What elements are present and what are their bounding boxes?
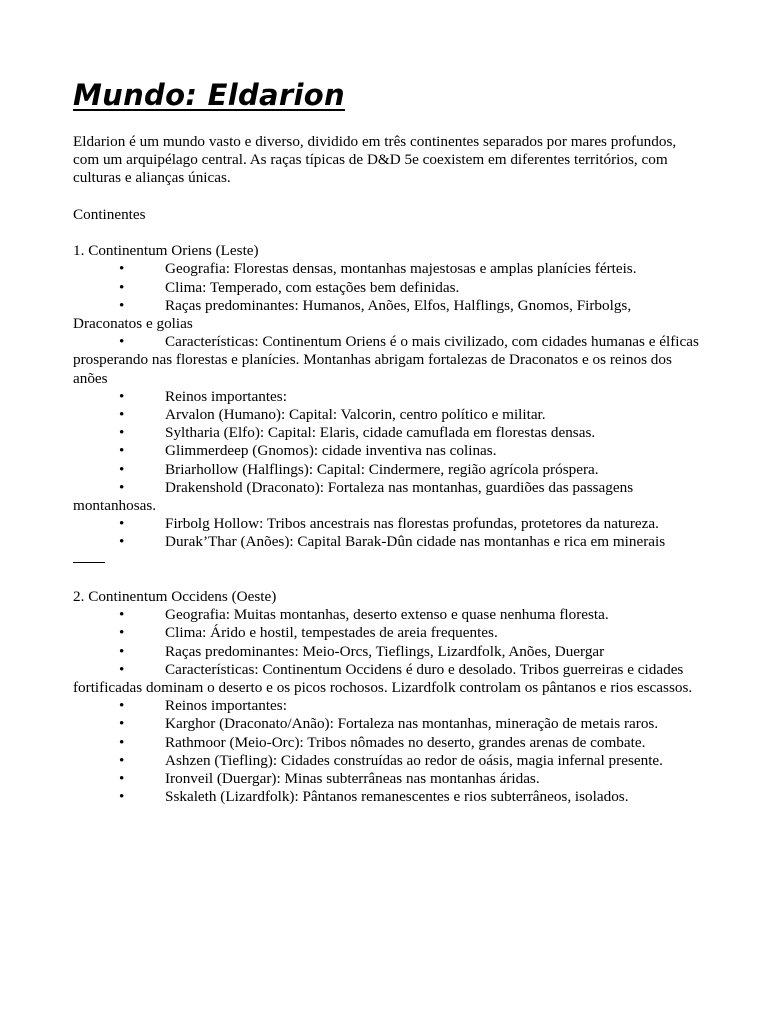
bullet-icon: • [119, 460, 125, 478]
list-item-text: Raças predominantes: Humanos, Anões, Elfos, Halflings, Gnomos, Firbolgs, Draconatos e golias [73, 296, 632, 332]
list-item [73, 461, 703, 479]
list-item [73, 770, 703, 788]
bullet-icon: • [119, 624, 125, 642]
list-item-text: Clima: Temperado, com estações bem definidas. [165, 278, 460, 296]
separator-line [73, 552, 703, 570]
bullet-icon: • [119, 642, 125, 660]
list-item-text: Raças predominantes: Meio-Orcs, Tieflings, Lizardfolk, Anões, Duergar [165, 642, 605, 660]
bullet-icon: • [119, 424, 125, 442]
list-item [73, 533, 703, 551]
list-item [73, 279, 703, 297]
list-item [73, 388, 703, 406]
list-item-text: Briarhollow (Halflings): Capital: Cindermere, região agrícola próspera. [165, 460, 599, 478]
list-item-text: Reinos importantes: [165, 387, 287, 405]
list-item [73, 442, 703, 460]
bullet-icon: • [119, 788, 125, 806]
list-item [73, 752, 703, 770]
list-item [73, 333, 703, 388]
list-item [73, 643, 703, 661]
list-item [73, 788, 703, 806]
bullet-icon: • [119, 296, 125, 314]
document-page [73, 75, 703, 806]
list-item [73, 697, 703, 715]
list-item [73, 715, 703, 733]
bullet-icon: • [119, 606, 125, 624]
spacer [73, 224, 703, 242]
bullet-icon: • [119, 660, 125, 678]
list-item [73, 734, 703, 752]
bullet-icon: • [119, 751, 125, 769]
bullet-icon: • [119, 697, 125, 715]
list-item-text: Firbolg Hollow: Tribos ancestrais nas florestas profundas, protetores da natureza. [165, 515, 659, 533]
section-heading: Continentes [73, 205, 146, 223]
list-item [73, 260, 703, 278]
continent-list [73, 606, 703, 806]
list-item [73, 661, 703, 697]
list-item-text: Syltharia (Elfo): Capital: Elaris, cidade camuflada em florestas densas. [165, 424, 596, 442]
bullet-icon: • [119, 770, 125, 788]
bullet-icon: • [119, 478, 125, 496]
list-item-text: Clima: Árido e hostil, tempestades de areia frequentes. [165, 624, 498, 642]
list-item [73, 297, 703, 333]
list-item-text: Características: Continentum Occidens é duro e desolado. Tribos guerreiras e cidades fortificadas dominam o deserto e os picos rochosos. Lizardfolk controlam os pântanos e rios escassos. [73, 660, 693, 697]
list-item-text: Reinos importantes: [165, 697, 287, 715]
bullet-icon: • [119, 442, 125, 460]
list-item [73, 406, 703, 424]
list-item [73, 424, 703, 442]
list-item-text: Durak’Thar (Anões): Capital Barak-Dûn cidade nas montanhas e rica em minerais [165, 533, 666, 551]
page-title: Mundo: Eldarion [73, 78, 345, 112]
continent-heading: 1. Continentum Oriens (Leste) [73, 242, 259, 260]
list-item [73, 624, 703, 642]
continent-heading: 2. Continentum Occidens (Oeste) [73, 588, 277, 606]
spacer [73, 188, 703, 206]
continent-list [73, 260, 703, 551]
bullet-icon: • [119, 733, 125, 751]
bullet-icon: • [119, 260, 125, 278]
bullet-icon: • [119, 278, 125, 296]
intro-paragraph: Eldarion é um mundo vasto e diverso, dividido em três continentes separados por mares profundos, com um arquipélago central. As raças típicas de D&D 5e coexistem em diferentes territórios, com culturas e alianças únicas. [73, 133, 677, 187]
list-item-text: Karghor (Draconato/Anão): Fortaleza nas montanhas, mineração de metais raros. [165, 715, 659, 733]
list-item-text: Características: Continentum Oriens é o mais civilizado, com cidades humanas e élficas prosperando nas florestas e planícies. Montanhas abrigam fortalezas de Draconatos e os reinos dos anões [73, 333, 699, 387]
bullet-icon: • [119, 387, 125, 405]
list-item-text: Arvalon (Humano): Capital: Valcorin, centro político e militar. [165, 406, 546, 424]
list-item [73, 606, 703, 624]
list-item-text: Sskaleth (Lizardfolk): Pântanos remanescentes e rios subterrâneos, isolados. [165, 788, 629, 806]
bullet-icon: • [119, 406, 125, 424]
list-item [73, 515, 703, 533]
list-item-text: Ironveil (Duergar): Minas subterrâneas nas montanhas áridas. [165, 770, 540, 788]
bullet-icon: • [119, 333, 125, 351]
list-item-text: Geografia: Florestas densas, montanhas majestosas e amplas planícies férteis. [165, 260, 637, 278]
list-item-text: Glimmerdeep (Gnomos): cidade inventiva nas colinas. [165, 442, 497, 460]
list-item-text: Ashzen (Tiefling): Cidades construídas ao redor de oásis, magia infernal presente. [165, 751, 663, 769]
list-item-text: Rathmoor (Meio-Orc): Tribos nômades no deserto, grandes arenas de combate. [165, 733, 646, 751]
spacer [73, 570, 703, 588]
list-item-text: Drakenshold (Draconato): Fortaleza nas montanhas, guardiões das passagens montanhosas. [73, 478, 634, 515]
bullet-icon: • [119, 533, 125, 551]
list-item [73, 479, 703, 515]
bullet-icon: • [119, 515, 125, 533]
bullet-icon: • [119, 715, 125, 733]
list-item-text: Geografia: Muitas montanhas, deserto extenso e quase nenhuma floresta. [165, 606, 609, 624]
